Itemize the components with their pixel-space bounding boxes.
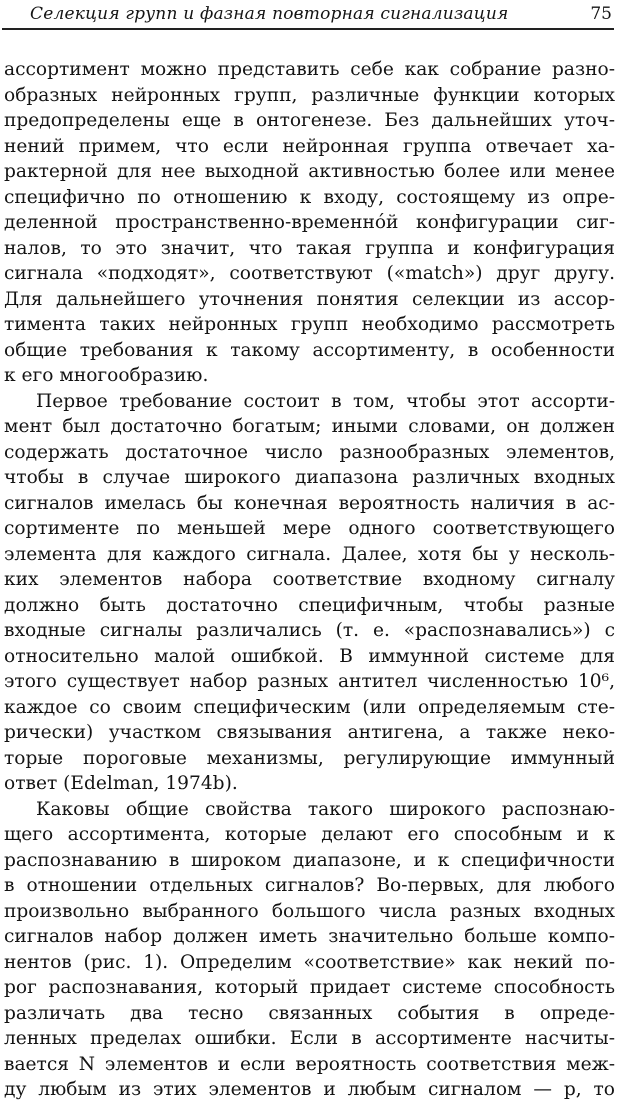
text-line: специфично по отношению к входу, состоящему из опре-	[4, 186, 615, 208]
body-text	[4, 57, 615, 1103]
text-line: этого существует набор разных антител численностью 10⁶,	[4, 671, 615, 692]
text-line: мент был достаточно богатым; иными словами, он должен	[4, 416, 615, 437]
text-line: ленных пределах ошибки. Если в ассортименте насчиты-	[4, 1028, 615, 1049]
text-line: деленной пространственно-временнóй конфигурации сиг-	[4, 212, 615, 233]
text-line: элемента для каждого сигнала. Далее, хотя бы у несколь-	[4, 543, 615, 565]
text-line: Для дальнейшего уточнения понятия селекции из ассор-	[4, 288, 615, 310]
text-line: налов, то это значит, что такая группа и конфигурация	[4, 237, 615, 259]
running-head	[2, 2, 614, 30]
text-line: общие требования к такому ассортименту, в особенности	[4, 339, 615, 361]
text-line: ответ (Edelman, 1974b).	[4, 773, 238, 794]
text-line: Первое требование состоит в том, чтобы этот ассорти-	[36, 390, 615, 412]
text-line: входные сигналы различались (т. е. «распознавались») с	[4, 620, 615, 641]
text-line: к его многообразию.	[4, 365, 209, 386]
text-line: Каковы общие свойства такого широкого распознаю-	[36, 798, 615, 820]
text-line: сортименте по меньшей мере одного соответствующего	[4, 518, 615, 539]
text-line: ассортимент можно представить себе как собрание разно-	[4, 59, 615, 80]
text-line: ких элементов набора соответствие входному сигналу	[4, 569, 615, 590]
text-line: каждое со своим специфическим (или определяемым сте-	[4, 696, 615, 718]
text-line: сигналов набор должен иметь значительно больше компо-	[4, 926, 615, 947]
text-line: вается N элементов и если вероятность соответствия меж-	[4, 1053, 615, 1075]
text-line: должно быть достаточно специфичным, чтобы разные	[4, 594, 615, 616]
text-line: в отношении отдельных сигналов? Во-первых, для любого	[4, 875, 615, 896]
text-line: торые пороговые механизмы, регулирующие иммунный	[4, 747, 615, 769]
text-line: рически) участком связывания антигена, а также неко-	[4, 722, 615, 743]
text-line: рактерной для нее выходной активностью более или менее	[4, 161, 615, 182]
text-line: тимента таких нейронных групп необходимо рассмотреть	[4, 314, 615, 335]
text-line: произвольно выбранного большого числа разных входных	[4, 900, 615, 922]
text-line: щего ассортимента, которые делают его способным и к	[4, 824, 615, 845]
running-title: Селекция групп и фазная повторная сигнализация	[30, 4, 509, 24]
text-line: ду любым из этих элементов и любым сигналом — p, то	[4, 1079, 615, 1100]
text-line: содержать достаточное число разнообразных элементов,	[4, 441, 615, 463]
text-line: относительно малой ошибкой. В иммунной системе для	[4, 645, 615, 667]
text-line: образных нейронных групп, различные функции которых	[4, 84, 615, 106]
text-line: нений примем, что если нейронная группа отвечает ха-	[4, 135, 615, 157]
page-number: 75	[590, 4, 612, 24]
text-line: рог распознавания, который придает системе способность	[4, 977, 615, 998]
text-line: нентов (рис. 1). Определим «соответствие» как некий по-	[4, 951, 615, 973]
text-line: сигнала «подходят», соответствуют («match») друг другу.	[4, 263, 615, 284]
text-line: распознаванию в широком диапазоне, и к специфичности	[4, 849, 615, 871]
text-line: различать два тесно связанных события в опреде-	[4, 1002, 615, 1024]
text-line: сигналов имелась бы конечная вероятность наличия в ас-	[4, 492, 615, 514]
text-line: предопределены еще в онтогенезе. Без дальнейших уточ-	[4, 110, 615, 131]
text-line: чтобы в случае широкого диапазона различных входных	[4, 467, 615, 488]
